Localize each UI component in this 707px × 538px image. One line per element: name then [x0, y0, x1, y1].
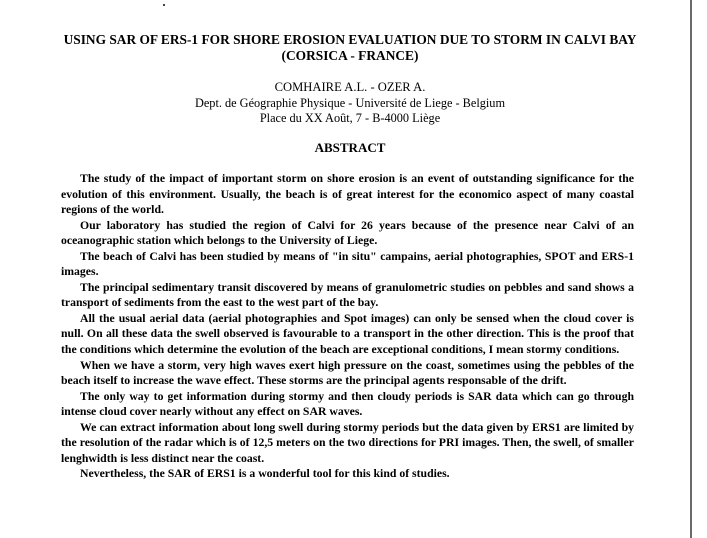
abstract-paragraph: The study of the impact of important storm on shore erosion is an event of outstanding significance for the evolution of this environment. Usually, the beach is of great interest for the economico aspect of many coastal regions of the world. — [61, 172, 634, 217]
author-address: Place du XX Août, 7 - B-4000 Liège — [259, 111, 441, 125]
abstract-heading: ABSTRACT — [314, 140, 386, 155]
abstract-paragraph: We can extract information about long swell during stormy periods but the data given by ERS1 are limited by the resolution of the radar which is of 12,5 meters on the two directions for PRI images. Then, the swell, of smaller lenghwidth is less distinct near the coast. — [61, 420, 634, 465]
abstract-paragraph: When we have a storm, very high waves exert high pressure on the coast, sometimes using the pebbles of the beach itself to increase the wave effect. These storms are the principal agents responsable of the drift. — [61, 358, 634, 388]
abstract-paragraph: The only way to get information during stormy and then cloudy periods is SAR data which can go through intense cloud cover nearly without any effect on SAR waves. — [61, 389, 634, 419]
abstract-paragraph: The principal sedimentary transit discovered by means of granulometric studies on pebbles and sand shows a transport of sediments from the east to the west part of the bay. — [61, 280, 634, 310]
scan-speck — [163, 4, 165, 6]
abstract-paragraph: Nevertheless, the SAR of ERS1 is a wonderful tool for this kind of studies. — [80, 467, 450, 481]
abstract-paragraph: The beach of Calvi has been studied by means of "in situ" campains, aerial photographies, SPOT and ERS-1 images. — [61, 249, 634, 279]
page-edge-border — [690, 0, 692, 538]
abstract-paragraph: Our laboratory has studied the region of Calvi for 26 years because of the presence near Calvi of an oceanographic station which belongs to the University of Liege. — [61, 218, 634, 248]
author-names: COMHAIRE A.L. - OZER A. — [274, 80, 426, 94]
author-block — [40, 80, 660, 127]
author-affiliation: Dept. de Géographie Physique - Université de Liege - Belgium — [194, 95, 506, 110]
abstract-paragraph: All the usual aerial data (aerial photographies and Spot images) can only be sensed when the cloud cover is null. On all these data the swell observed is favourable to a transport in the other direction. This is the proof that the conditions which determine the evolution of the beach are exceptional conditions, I mean stormy conditions. — [61, 311, 634, 357]
abstract-body — [61, 171, 634, 482]
paper-title: USING SAR OF ERS-1 FOR SHORE EROSION EVALUATION DUE TO STORM IN CALVI BAY (CORSICA - FRANCE) — [63, 32, 637, 63]
